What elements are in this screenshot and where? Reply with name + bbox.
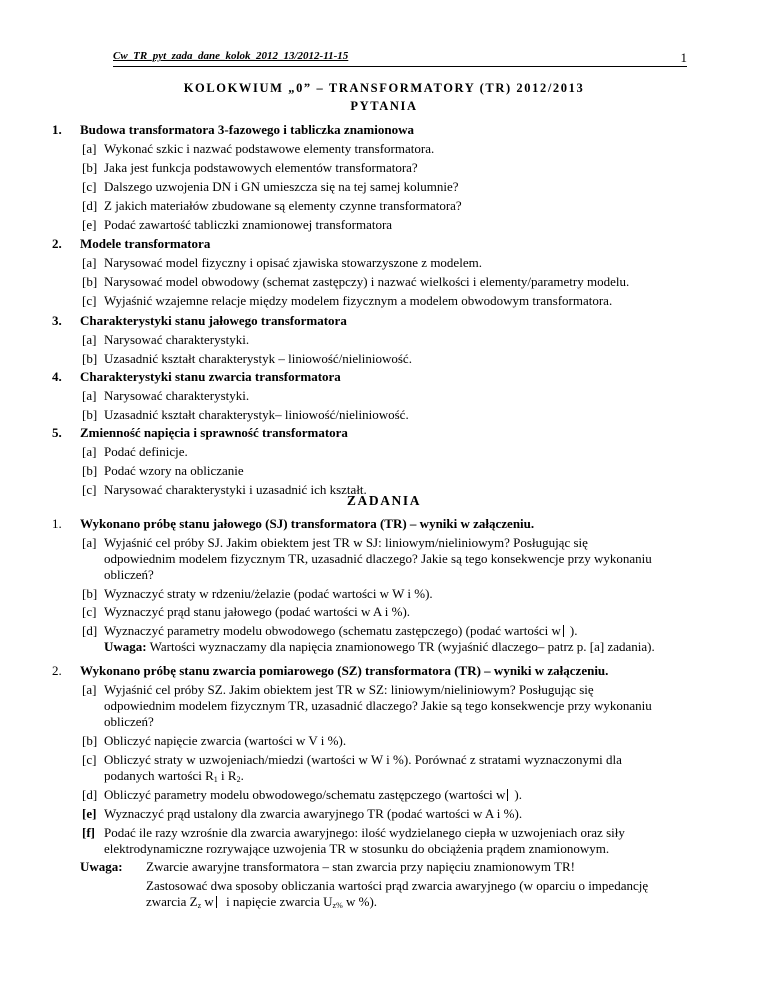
item-label: [f] xyxy=(82,825,95,840)
section-number: 5. xyxy=(52,425,62,440)
item-text: Podać definicje. xyxy=(104,444,188,459)
item-label: [b] xyxy=(82,463,98,478)
section-heading: Zmienność napięcia i sprawność transformatora xyxy=(80,425,348,440)
item-text: odpowiednim modelem fizycznym TR, uzasadnić dlaczego? Jakie są tego konsekwencje przy wykonaniu xyxy=(104,551,652,566)
item-text: Narysować model obwodowy (schemat zastępczy) i nazwać wielkości i elementy/parametry modelu. xyxy=(104,274,630,289)
item-text: Wyznaczyć straty w rdzeniu/żelazie (podać wartości w W i %). xyxy=(104,586,433,601)
item-label: [e] xyxy=(82,806,97,821)
uwaga-label: Uwaga: xyxy=(80,859,123,874)
item-text: Z jakich materiałów zbudowane są elementy czynne transformatora? xyxy=(104,198,462,213)
section-number: 2. xyxy=(52,236,62,251)
item-text: Narysować charakterystyki. xyxy=(104,332,250,347)
item-text: Narysować model fizyczny i opisać zjawiska stowarzyszone z modelem. xyxy=(104,255,482,270)
item-label: [a] xyxy=(82,444,97,459)
item-text: Wyjaśnić cel próby SJ. Jakim obiektem jest TR w SJ: liniowym/nieliniowym? Posługując się xyxy=(104,535,588,550)
item-label: [c] xyxy=(82,604,97,619)
item-label: [a] xyxy=(82,388,97,403)
page-number: 1 xyxy=(680,50,687,65)
item-label: [a] xyxy=(82,535,97,550)
item-label: [d] xyxy=(82,787,98,802)
zadanie-title: Wykonano próbę stanu zwarcia pomiarowego (SZ) transformatora (TR) – wyniki w załączeniu. xyxy=(80,663,609,678)
item-text: Uzasadnić kształt charakterystyk– liniowość/nieliniowość. xyxy=(104,407,409,422)
header-file-title: Cw_TR_pyt_zada_dane_kolok_2012_13/2012-11-15 xyxy=(113,50,349,62)
item-label: [c] xyxy=(82,293,97,308)
section-title-pytania: PYTANIA xyxy=(350,99,418,113)
item-label: [d] xyxy=(82,198,98,213)
item-label: [b] xyxy=(82,351,98,366)
item-label: [e] xyxy=(82,217,97,232)
item-text: Wyznaczyć prąd stanu jałowego (podać wartości w A i %). xyxy=(104,604,411,619)
item-text: obliczeń? xyxy=(104,714,154,729)
item-text: Jaka jest funkcja podstawowych elementów transformatora? xyxy=(104,160,418,175)
item-text: Dalszego uzwojenia DN i GN umieszcza się na tej samej kolumnie? xyxy=(104,179,459,194)
item-text: Uzasadnić kształt charakterystyk – liniowość/nieliniowość. xyxy=(104,351,412,366)
item-text: Obliczyć napięcie zwarcia (wartości w V i %). xyxy=(104,733,347,748)
ohm-symbol xyxy=(563,625,568,637)
item-text: Wyznaczyć prąd ustalony dla zwarcia awaryjnego TR (podać wartości w A i %). xyxy=(104,806,523,821)
item-label: [c] xyxy=(82,482,97,497)
item-text: odpowiednim modelem fizycznym TR, uzasadnić dlaczego? Jakie są tego konsekwencje przy wykonaniu xyxy=(104,698,652,713)
section-number: 1. xyxy=(52,122,62,137)
item-text: Obliczyć parametry modelu obwodowego/schematu zastępczego (wartości w ). xyxy=(104,787,523,802)
item-label: [a] xyxy=(82,682,97,697)
item-text: podanych wartości $R_1$ i $R_2$. xyxy=(104,768,244,784)
section-title-zadania: ZADANIA xyxy=(346,493,422,508)
item-text: Wykonać szkic i nazwać podstawowe elementy transformatora. xyxy=(104,141,435,156)
item-label: [a] xyxy=(82,141,97,156)
item-text: Wyznaczyć parametry modelu obwodowego (schematu zastępczego) (podać wartości w ). xyxy=(104,623,578,638)
item-text: Narysować charakterystyki i uzasadnić ich kształt. xyxy=(104,482,367,497)
item-text: Wyjaśnić cel próby SZ. Jakim obiektem jest TR w SZ: liniowym/nieliniowym? Posługując się xyxy=(104,682,594,697)
item-label: [c] xyxy=(82,752,97,767)
item-label: [a] xyxy=(82,255,97,270)
uwaga-text: zwarcia $Z_z$ w i napięcie zwarcia $U_{z\%}$ w %). xyxy=(146,894,378,910)
section-heading: Charakterystyki stanu jałowego transformatora xyxy=(80,313,347,328)
section-number: 4. xyxy=(52,369,62,384)
item-text: elektrodynamiczne rozrywające uzwojenia TR w stosunku do obciążenia prądem znamionowym. xyxy=(104,841,610,856)
item-label: [a] xyxy=(82,332,97,347)
item-label: [b] xyxy=(82,407,98,422)
uwaga-text: Zastosować dwa sposoby obliczania wartości prąd zwarcia awaryjnego (w oparciu o impedancję xyxy=(146,878,649,893)
item-label: [d] xyxy=(82,623,98,638)
ohm-symbol xyxy=(216,896,221,908)
zadanie-number: 1. xyxy=(52,516,62,531)
item-text: Narysować charakterystyki. xyxy=(104,388,250,403)
section-heading: Modele transformatora xyxy=(80,236,211,251)
section-heading: Charakterystyki stanu zwarcia transformatora xyxy=(80,369,341,384)
item-text: Podać zawartość tabliczki znamionowej transformatora xyxy=(104,217,393,232)
item-label: [c] xyxy=(82,179,97,194)
item-text: Obliczyć straty w uzwojeniach/miedzi (wartości w W i %). Porównać z stratami wyznaczonymi dla xyxy=(104,752,622,767)
document-title: KOLOKWIUM „0” – TRANSFORMATORY (TR) 2012/2013 xyxy=(183,81,585,95)
zadanie-title: Wykonano próbę stanu jałowego (SJ) transformatora (TR) – wyniki w załączeniu. xyxy=(80,516,535,531)
uwaga-note: Uwaga: Wartości wyznaczamy dla napięcia znamionowego TR (wyjaśnić dlaczego– patrz p. [a] zadania). xyxy=(104,639,655,654)
section-number: 3. xyxy=(52,313,62,328)
item-label: [b] xyxy=(82,733,98,748)
item-text: Wyjaśnić wzajemne relacje między modelem fizycznym a modelem obwodowym transformatora. xyxy=(104,293,613,308)
item-text: Podać wzory na obliczanie xyxy=(104,463,244,478)
uwaga-text: Zwarcie awaryjne transformatora – stan zwarcia przy napięciu znamionowym TR! xyxy=(146,859,575,874)
ohm-symbol xyxy=(507,789,512,801)
item-label: [b] xyxy=(82,586,98,601)
item-label: [b] xyxy=(82,274,98,289)
item-label: [b] xyxy=(82,160,98,175)
item-text: Podać ile razy wzrośnie dla zwarcia awaryjnego: ilość wydzielanego ciepła w uzwojeniach oraz siły xyxy=(104,825,625,840)
item-text: obliczeń? xyxy=(104,567,154,582)
section-heading: Budowa transformatora 3-fazowego i tabliczka znamionowa xyxy=(80,122,414,137)
page-header xyxy=(113,50,687,67)
zadanie-number: 2. xyxy=(52,663,62,678)
